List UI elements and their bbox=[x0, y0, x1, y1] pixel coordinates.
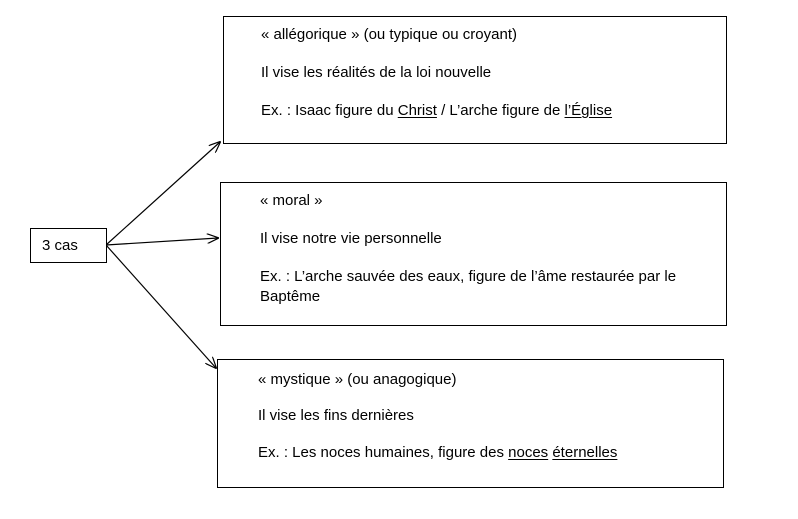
source-box bbox=[30, 228, 107, 263]
moral-description: Il vise notre vie personnelle bbox=[260, 230, 442, 247]
allegorique-example-prefix: Ex. : Isaac figure du bbox=[261, 102, 398, 119]
allegorique-description: Il vise les réalités de la loi nouvelle bbox=[261, 64, 492, 81]
allegorique-example bbox=[261, 101, 612, 121]
noces-underlined: noces bbox=[508, 444, 549, 461]
eternelles-underlined: éternelles bbox=[552, 444, 618, 461]
allegorique-example-middle: / L’arche figure de bbox=[436, 102, 565, 119]
eglise-underlined: l’Église bbox=[564, 102, 613, 119]
moral-example: Ex. : L’arche sauvée des eaux, figure de l’âme restaurée par le Baptême bbox=[260, 268, 677, 305]
allegorique-heading: « allégorique » (ou typique ou croyant) bbox=[261, 26, 517, 43]
moral-heading: « moral » bbox=[260, 192, 323, 209]
allegorique-box bbox=[223, 16, 727, 144]
source-label: 3 cas bbox=[42, 237, 78, 254]
arrow-to-allegorique bbox=[106, 142, 220, 245]
mystique-box bbox=[217, 359, 724, 488]
mystique-description: Il vise les fins dernières bbox=[258, 407, 414, 424]
mystique-example-prefix: Ex. : Les noces humaines, figure des bbox=[258, 444, 509, 461]
mystique-example bbox=[258, 443, 617, 463]
moral-box bbox=[220, 182, 727, 326]
christ-underlined: Christ bbox=[397, 102, 437, 119]
arrow-to-moral bbox=[106, 238, 218, 245]
mystique-heading: « mystique » (ou anagogique) bbox=[258, 371, 457, 388]
arrow-to-mystique bbox=[106, 245, 216, 368]
